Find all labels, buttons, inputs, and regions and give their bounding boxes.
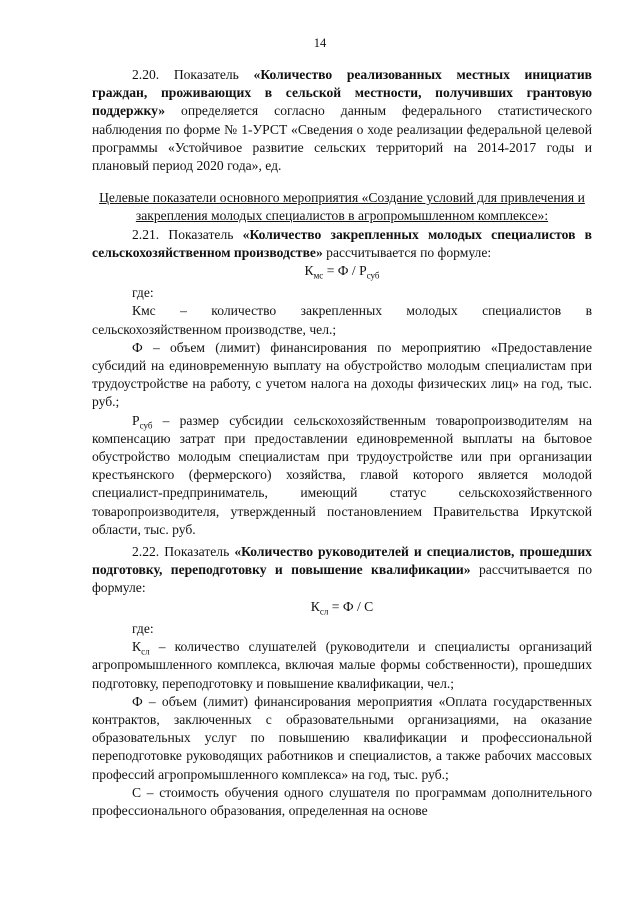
paragraph-2-22 [92,543,592,598]
paragraph-lead: 2.22. Показатель [132,544,235,560]
formula-kms: $К_{мс} = Ф / Р_{суб}$ [304,263,380,281]
definition-f-2: Ф – объем (лимит) финансирования мероприятия «Оплата государственных контрактов, заключенных с образовательными организациями, на оказание образовательных услуг по повышению квалификации и профессиональной переподготовке руководящих работников и специалистов, а также рабочих массовых профессий агропромышленного комплекса» на год, тыс. руб.; [92,693,592,782]
definition-c: С – стоимость обучения одного слушателя по программам дополнительного профессионального образования, определенная на основе [92,784,592,818]
document-body [92,66,592,820]
paragraph-lead: 2.21. Показатель [132,226,243,242]
paragraph-lead: 2.20. Показатель [132,67,254,82]
definition-f: Ф – объем (лимит) финансирования по мероприятию «Предоставление субсидий на единовременную выплату на обустройство молодым специалистам при трудоустройстве на работу, с учетом налога на доходы физических лиц» на год, тыс. руб.; [92,339,592,410]
paragraph-2-21 [92,226,592,262]
definition-rsub: $Р_{суб}$ – размер субсидии сельскохозяйственным товаропроизводителям на компенсацию затрат при предоставлении единовременной выплаты на бытовое обустройство молодым специалистам при трудоустройстве или при организации крестьянского (фермерского) хозяйства, главой которого является молодой специалист-предприниматель, имеющий статус сельскохозяйственного товаропроизводителя, утвержденный постановлением Правительства Иркутской области, тыс. руб. [92,412,592,537]
paragraph-text: определяется согласно данным федерального статистического наблюдения по форме № 1-УРСТ «Сведения о ходе реализации федеральной целевой программы «Устойчивое развитие сельских территорий на 2014-2017 годы и плановый период 2020 года», ед. [92,103,592,174]
where-label: где: [132,285,154,301]
indicator-title: «Количество руководителей и специалистов, прошедших подготовку, переподготовку и повышение квалификации» [92,544,592,578]
where-label: где: [132,620,154,636]
formula-ksl: $К_{сл} = Ф / С$ [310,598,374,617]
page-number: 14 [313,36,327,50]
definition-kms: Кмс – количество закрепленных молодых специалистов в сельскохозяйственном производстве, чел.; [92,303,592,337]
paragraph-text: рассчитывается по формуле: [92,562,592,596]
definition-ksl: $К_{сл}$ – количество слушателей (руководители и специалисты организаций агропромышленного комплекса, включая малые формы собственности), прошедших подготовку, переподготовку и повышение квалификации, чел.; [92,639,592,691]
paragraph-text: рассчитывается по формуле: [322,244,492,260]
indicator-title: «Количество реализованных местных инициатив граждан, проживающих в сельской местности, получивших грантовую поддержку» [92,67,592,119]
section-heading: Целевые показатели основного мероприятия «Создание условий для привлечения и закрепления молодых специалистов в агропромышленном комплексе»: [99,190,585,224]
paragraph-2-20 [92,66,592,175]
indicator-title: «Количество закрепленных молодых специалистов в сельскохозяйственном производстве» [92,226,592,260]
